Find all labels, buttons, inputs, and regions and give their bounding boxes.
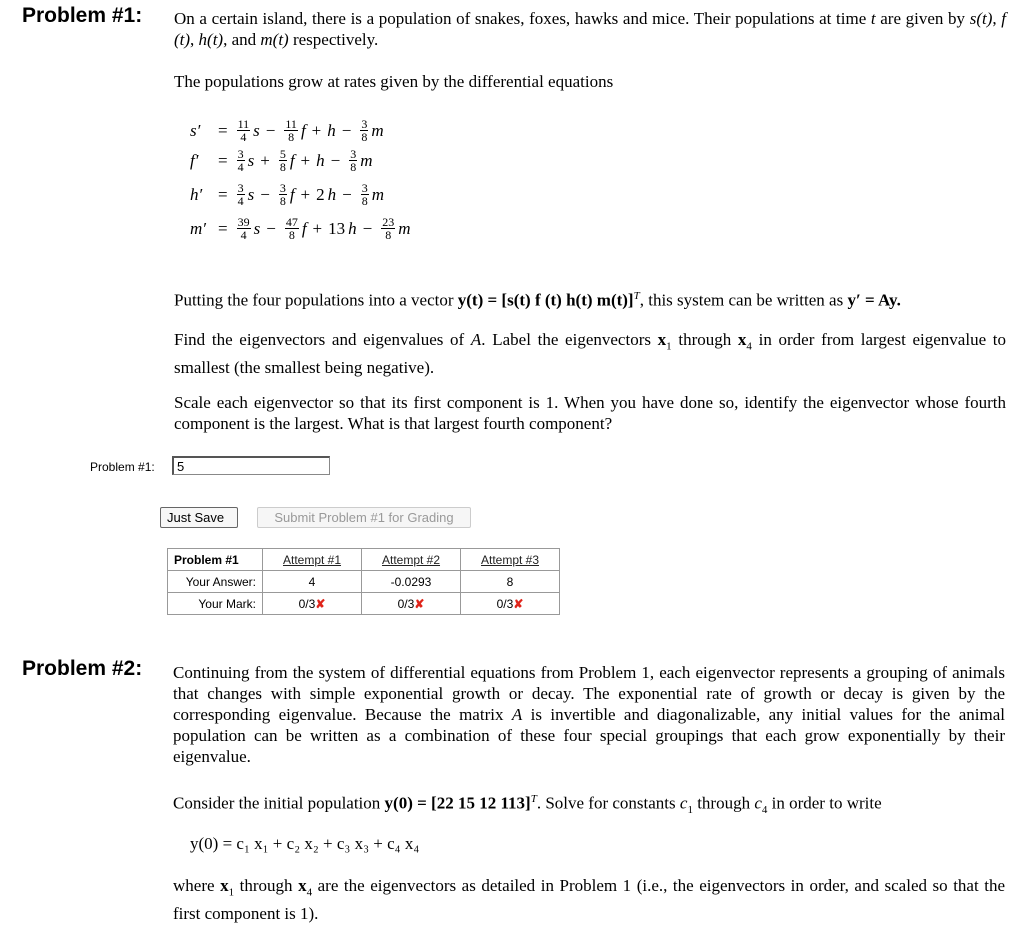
attempt-1-link[interactable]: Attempt #1 <box>263 549 362 571</box>
equation-row: h′ = $\frac{3}{4}$ s − $\frac{3}{8}$ f + 2 h − $\frac{3}{8}$ m <box>190 181 385 208</box>
table-row <box>168 593 560 615</box>
wrong-icon: ✘ <box>315 596 326 611</box>
where-text: where $x_1$ through $x_4$ are the eigenvectors as detailed in Problem 1 (i.e., the eigenvectors in order, and scaled so that the first component is 1). <box>173 876 1006 924</box>
submit-problem-1-button[interactable]: Submit Problem #1 for Grading <box>257 507 471 528</box>
problem-2-heading: Problem #2: <box>22 657 143 680</box>
equation-row: m′ = $\frac{39}{4}$ s − $\frac{47}{8}$ f + 13 h − $\frac{23}{8}$ m <box>190 215 411 242</box>
your-mark-label: Your Mark: <box>168 593 263 615</box>
rates-text: The populations grow at rates given by the differential equations <box>174 72 614 91</box>
equation-row: s′ = $\frac{11}{4}$ s − $\frac{11}{8}$ f + h − $\frac{3}{8}$ m <box>190 117 384 144</box>
answer-cell: 8 <box>461 571 560 593</box>
table-corner: Problem #1 <box>168 549 263 571</box>
attempt-2-link[interactable]: Attempt #2 <box>362 549 461 571</box>
answer-cell: 4 <box>263 571 362 593</box>
table-row <box>168 571 560 593</box>
problem-2-intro: Continuing from the system of differential equations from Problem 1, each eigenvector represents a grouping of animals that changes with simple exponential growth or decay. The exponential rate of growth or decay is given by the corresponding eigenvalue. Because the matrix A is invertible and diagonalizable, any initial values for the animal population can be written as a combination of these four special groupings that each grow exponentially by their eigenvalue. <box>173 663 1006 766</box>
wrong-icon: ✘ <box>414 596 425 611</box>
answer-cell: -0.0293 <box>362 571 461 593</box>
your-answer-label: Your Answer: <box>168 571 263 593</box>
mark-cell: 0/3✘ <box>362 593 461 615</box>
just-save-button[interactable]: Just Save <box>160 507 238 528</box>
attempts-table <box>167 548 560 615</box>
find-eigen-text: Find the eigenvectors and eigenvalues of A. Label the eigenvectors $x_1$ through $x_4$ in order from largest eigenvalue to smallest (the smallest being negative). <box>174 330 1007 378</box>
differential-equations <box>190 118 510 258</box>
answer-input[interactable] <box>172 456 330 475</box>
scale-text: Scale each eigenvector so that its first component is 1. When you have done so, identify the eigenvector whose fourth component is the largest. What is that largest fourth component? <box>174 393 1006 433</box>
mark-cell: 0/3✘ <box>461 593 560 615</box>
attempt-3-link[interactable]: Attempt #3 <box>461 549 560 571</box>
problem-1-intro: On a certain island, there is a population of snakes, foxes, hawks and mice. Their populations at time t are given by s(t), f (t), h(t), and m(t) respectively. <box>174 9 1006 49</box>
table-row <box>168 549 560 571</box>
problem-1-heading: Problem #1: <box>22 4 143 27</box>
consider-text: Consider the initial population y(0) = [22 15 12 113]$^T$. Solve for constants $c_1$ through $c_4$ in order to write <box>173 793 882 817</box>
vector-text: Putting the four populations into a vector y(t) = [s(t) f (t) h(t) m(t)]$^T$, this system can be written as y′ = Ay. <box>174 290 901 310</box>
answer-label: Problem #1: <box>90 460 155 474</box>
combination-equation: y(0) = c₁ x₁ + c₂ x₂ + c₃ x₃ + c₄ x₄ <box>190 834 420 853</box>
equation-row: f′ = $\frac{3}{4}$ s + $\frac{5}{8}$ f + h − $\frac{3}{8}$ m <box>190 147 373 174</box>
mark-cell: 0/3✘ <box>263 593 362 615</box>
wrong-icon: ✘ <box>513 596 524 611</box>
